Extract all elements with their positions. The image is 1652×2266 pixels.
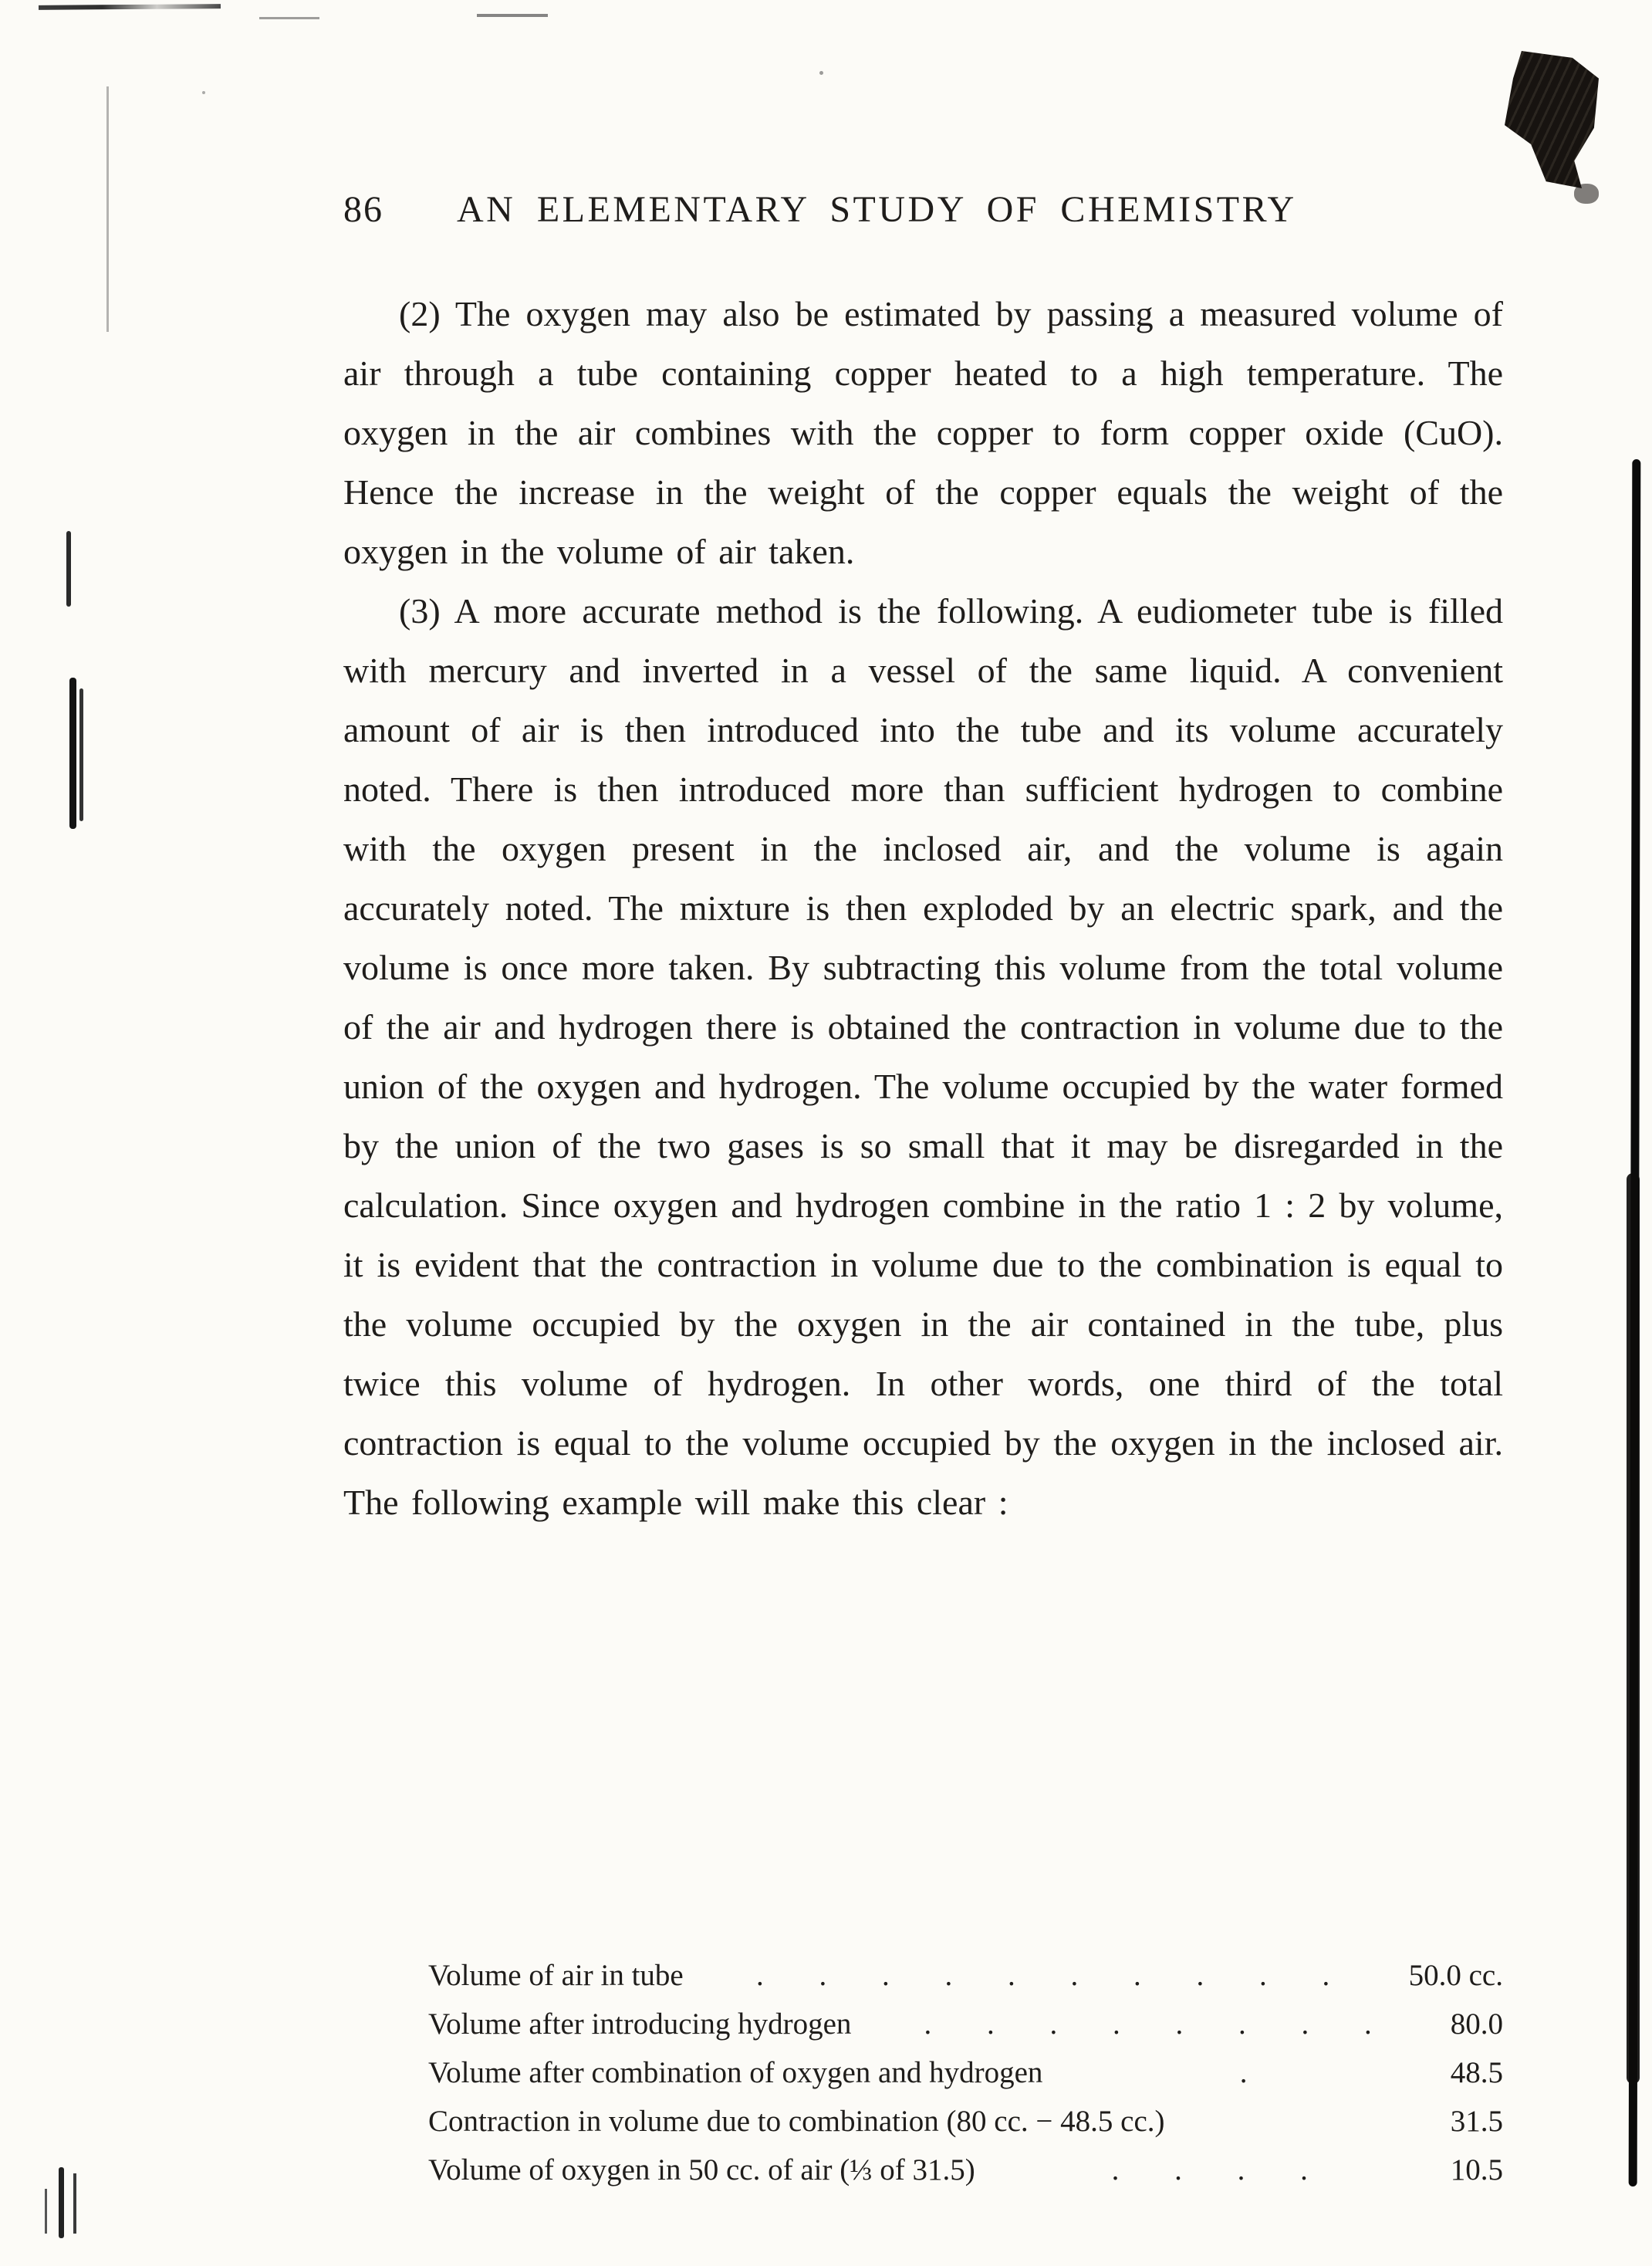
scan-artifact-bottom-left-mark <box>59 2167 64 2238</box>
row-leader-dots: . . . . . . . . . . <box>756 1959 1336 1992</box>
scan-artifact-speck <box>819 71 823 75</box>
scan-artifact-ink-blob <box>1505 51 1599 188</box>
scan-artifact-top-dash <box>259 17 319 19</box>
paragraph-oxygen-copper-method: (2) The oxygen may also be estimated by passing a measured volume of air through a tube containing copper heated to a high temperature. The oxygen in the air combines with the copper to form copper oxide (CuO). Hence the increase in the weight of the copper equals the weight of the oxygen in the volume of air taken. <box>343 294 1503 571</box>
scan-artifact-right-edge-streak <box>1627 1173 1640 2084</box>
running-head-title: AN ELEMENTARY STUDY OF CHEMISTRY <box>457 189 1297 230</box>
row-label: Volume after introducing hydrogen <box>428 2007 852 2041</box>
scan-artifact-left-margin-line <box>106 86 109 332</box>
table-row <box>428 1951 1503 2000</box>
table-row <box>428 2146 1503 2194</box>
scan-artifact-left-margin-mark <box>66 531 71 607</box>
row-leader-dots: . <box>1239 2056 1254 2089</box>
page-number: 86 <box>343 189 383 230</box>
row-value: 31.5 <box>1450 2105 1503 2138</box>
paragraph-eudiometer-method: (3) A more accurate method is the following. A eudiometer tube is filled with mercury and inverted in a vessel of the same liquid. A convenient amount of air is then introduced into the tube and its volume accurately noted. There is then introduced more than sufficient hydrogen to combine with the oxygen present in the inclosed air, and the volume is again accurately noted. The mixture is then exploded by an electric spark, and the volume is once more taken. By subtracting this volume from the total volume of the air and hydrogen there is obtained the contraction in volume due to the union of the oxygen and hydrogen. The volume occupied by the water formed by the union of the two gases is so small that it may be disregarded in the calculation. Since oxygen and hydrogen combine in the ratio 1 : 2 by volume, it is evident that the contraction in volume due to the combination is equal to the volume occupied by the oxygen in the air contained in the tube, plus twice this volume of hydrogen. In other words, one third of the total contraction is equal to the volume occupied by the oxygen in the inclosed air. The following example will make this clear : <box>343 591 1503 1522</box>
scan-artifact-bottom-left-mark <box>73 2173 76 2234</box>
page-header <box>343 188 1505 231</box>
row-label: Volume after combination of oxygen and hydrogen <box>428 2056 1043 2089</box>
row-label: Volume of oxygen in 50 cc. of air (⅓ of 31.5) <box>428 2153 975 2187</box>
row-leader-dots: . . . . <box>1111 2153 1314 2187</box>
table-row <box>428 2000 1503 2048</box>
scan-artifact-ink-smudge <box>1574 184 1599 204</box>
row-label: Contraction in volume due to combination (80 cc. − 48.5 cc.) <box>428 2105 1165 2138</box>
scan-artifact-speck <box>202 91 205 94</box>
row-label: Volume of air in tube <box>428 1959 684 1992</box>
table-row <box>428 2048 1503 2097</box>
body-text <box>343 284 1503 1532</box>
scan-artifact-right-edge-streak <box>1629 459 1641 2187</box>
scan-artifact-left-margin-mark <box>79 688 83 821</box>
row-value: 48.5 <box>1450 2056 1503 2089</box>
example-table <box>428 1951 1503 2194</box>
row-value: 80.0 <box>1450 2007 1503 2041</box>
scan-artifact-bottom-left-mark <box>45 2189 47 2234</box>
scan-artifact-top-line <box>39 4 221 10</box>
scan-artifact-top-dash <box>477 14 548 17</box>
scan-artifact-left-margin-mark <box>69 678 76 829</box>
row-value: 10.5 <box>1450 2153 1503 2187</box>
row-leader-dots: . . . . . . . . <box>924 2007 1378 2041</box>
row-value: 50.0 cc. <box>1408 1959 1503 1992</box>
table-row <box>428 2097 1503 2146</box>
